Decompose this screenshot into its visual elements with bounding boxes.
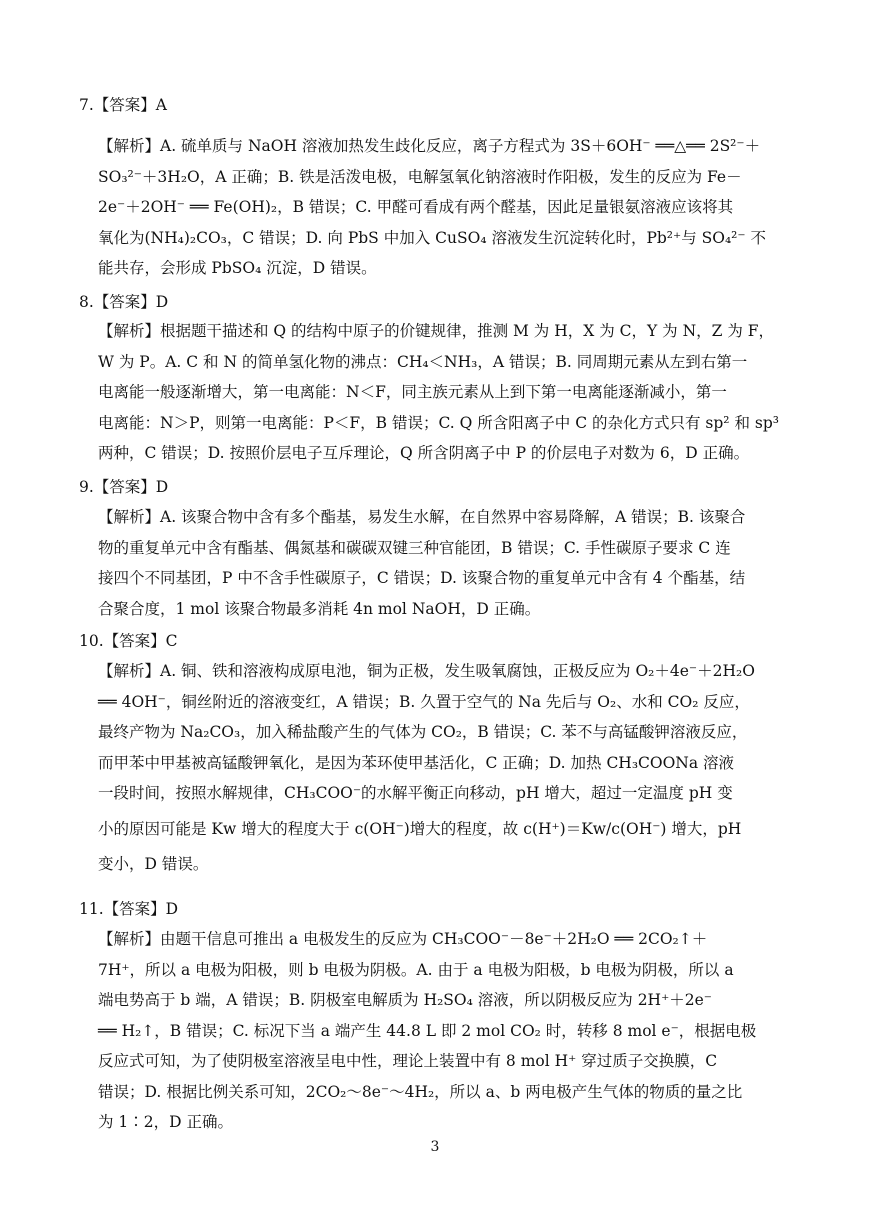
q8-line-2: W 为 P。A. C 和 N 的简单氢化物的沸点：CH₄＜NH₃，A 错误；B. 同周期元素从左到右第一 [98, 352, 748, 371]
q10-line-2: ══ 4OH⁻，铜丝附近的溶液变红，A 错误；B. 久置于空气的 Na 先后与 O₂、水和 CO₂ 反应， [98, 692, 750, 711]
q10-line-3: 最终产物为 Na₂CO₃，加入稀盐酸产生的气体为 CO₂，B 错误；C. 苯不与高锰酸钾溶液反应， [98, 723, 748, 741]
q9-line-1: 【解析】A. 该聚合物中含有多个酯基，易发生水解，在自然界中容易降解，A 错误；B. 该聚合 [98, 508, 746, 526]
q8-line-5: 两种，C 错误；D. 按照价层电子互斥理论，Q 所含阴离子中 P 的价层电子对数为 6，D 正确。 [98, 444, 750, 462]
q10-line-7: 变小，D 错误。 [98, 854, 209, 873]
q10-analysis [98, 656, 790, 879]
q8-line-3: 电离能一般逐渐增大，第一电离能：N＜F，同主族元素从上到下第一电离能逐渐减小，第一 [98, 383, 727, 401]
q7-analysis [98, 131, 790, 284]
q10-answer-heading: 10.【答案】C [79, 632, 178, 650]
q7-line-4: 氧化为(NH₄)₂CO₃，C 错误；D. 向 PbS 中加入 CuSO₄ 溶液发生沉淀转化时，Pb²⁺与 SO₄²⁻ 不 [98, 228, 766, 247]
q11-line-5: 反应式可知，为了使阴极室溶液呈电中性，理论上装置中有 8 mol H⁺ 穿过质子交换膜，C [98, 1052, 718, 1070]
q9-line-2: 物的重复单元中含有酯基、偶氮基和碳碳双键三种官能团，B 错误；C. 手性碳原子要求 C 连 [98, 538, 731, 557]
q11-line-2: 7H⁺，所以 a 电极为阳极，则 b 电极为阴极。A. 由于 a 电极为阳极，b 电极为阴极，所以 a [98, 960, 734, 979]
q10-line-5: 一段时间，按照水解规律，CH₃COO⁻的水解平衡正向移动，pH 增大，超过一定温度 pH 变 [98, 784, 733, 802]
q11-line-3: 端电势高于 b 端，A 错误；B. 阴极室电解质为 H₂SO₄ 溶液，所以阴极反应为 2H⁺＋2e⁻ [98, 991, 712, 1009]
q10-line-4: 而甲苯中甲基被高锰酸钾氧化，是因为苯环使甲基活化，C 正确；D. 加热 CH₃COONa 溶液 [98, 753, 735, 772]
q11-answer-heading: 11.【答案】D [79, 900, 179, 918]
page-number: 3 [430, 1139, 440, 1155]
q11-analysis [98, 924, 790, 1138]
q7-answer-heading: 7.【答案】A [79, 96, 167, 114]
q8-analysis [98, 316, 790, 469]
q8-line-1: 【解析】根据题干描述和 Q 的结构中原子的价键规律，推测 M 为 H，X 为 C，Y 为 N，Z 为 F， [98, 322, 775, 340]
q10-line-1: 【解析】A. 铜、铁和溶液构成原电池，铜为正极，发生吸氧腐蚀，正极反应为 O₂＋4e⁻＋2H₂O [98, 662, 755, 680]
q7-line-3: 2e⁻＋2OH⁻ ══ Fe(OH)₂，B 错误；C. 甲醛可看成有两个醛基，因此足量银氨溶液应该将其 [98, 198, 734, 216]
q7-line-2: SO₃²⁻＋3H₂O，A 正确；B. 铁是活泼电极，电解氢氧化钠溶液时作阳极，发生的反应为 Fe－ [98, 167, 742, 186]
q8-line-4: 电离能：N＞P，则第一电离能：P＜F，B 错误；C. Q 所含阳离子中 C 的杂化方式只有 sp² 和 sp³ [98, 413, 779, 432]
q9-answer-heading: 9.【答案】D [79, 478, 169, 496]
q11-line-4: ══ H₂↑，B 错误；C. 标况下当 a 端产生 44.8 L 即 2 mol CO₂ 时，转移 8 mol e⁻，根据电极 [98, 1021, 757, 1040]
q9-line-3: 接四个不同基团，P 中不含手性碳原子，C 错误；D. 该聚合物的重复单元中含有 4 个酯基，结 [98, 569, 746, 587]
q7-line-5: 能共存，会形成 PbSO₄ 沉淀，D 错误。 [98, 259, 377, 277]
q9-line-4: 合聚合度，1 mol 该聚合物最多消耗 4n mol NaOH，D 正确。 [98, 599, 541, 618]
q8-answer-heading: 8.【答案】D [79, 293, 169, 311]
q11-line-1: 【解析】由题干信息可推出 a 电极发生的反应为 CH₃COO⁻－8e⁻＋2H₂O ══ 2CO₂↑＋ [98, 930, 708, 948]
q11-line-7: 为 1∶2，D 正确。 [98, 1113, 234, 1131]
q11-line-6: 错误；D. 根据比例关系可知，2CO₂～8e⁻～4H₂，所以 a、b 两电极产生气体的物质的量之比 [98, 1082, 743, 1101]
q10-line-6: 小的原因可能是 Kw 增大的程度大于 c(OH⁻)增大的程度，故 c(H⁺)＝Kw/c(OH⁻) 增大，pH [98, 819, 742, 838]
q7-line-1: 【解析】A. 硫单质与 NaOH 溶液加热发生歧化反应，离子方程式为 3S＋6OH⁻ ══△══ 2S²⁻＋ [98, 137, 761, 155]
q9-analysis [98, 502, 790, 624]
